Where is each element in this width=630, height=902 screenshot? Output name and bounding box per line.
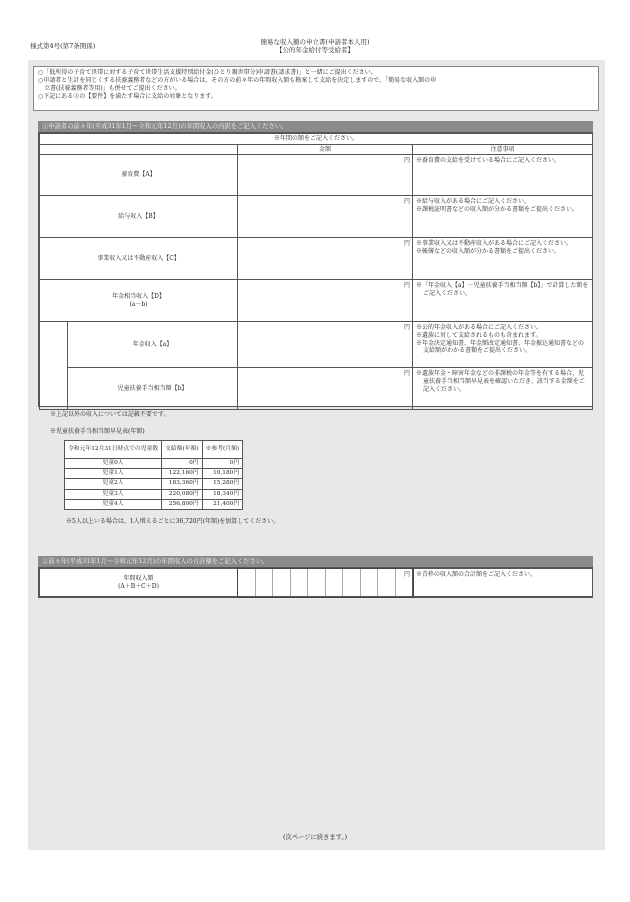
yen-unit: 円 (403, 282, 410, 289)
row-label-pension-equivalent: 年金相当収入【D】 (a－b) (40, 280, 238, 322)
notes-column-header: 注意事項 (413, 144, 593, 155)
table-cell: 21,400円 (202, 499, 243, 509)
business-income-amount-field[interactable] (238, 238, 413, 280)
table-cell: 15,280円 (202, 479, 243, 489)
table-cell: 256,800円 (162, 499, 203, 509)
blank-header-cell (40, 144, 238, 155)
row-label-child-support: 養育費【A】 (40, 155, 238, 196)
child-allowance-equivalent-amount-field[interactable] (238, 368, 413, 410)
yen-unit: 円 (403, 571, 410, 578)
row-notes: ※青枠の収入額の合計額をご記入ください。 (413, 569, 593, 597)
pension-equivalent-amount-field[interactable] (238, 280, 413, 322)
row-label-salary-income: 給与収入【B】 (40, 196, 238, 238)
row-notes: ※養育費の支給を受けている場合にご記入ください。 (413, 155, 593, 196)
row-notes: ※「年金収入【a】－児童扶養手当相当額【b】」で計算した額をご記入ください。 (413, 280, 593, 322)
title-line2: 【公的年金給付等受給者】 (276, 46, 354, 55)
other-income-note: ※上記以外の収入については記載不要です。 (50, 411, 170, 418)
quick-header-children: 令和元年12月31日時点での児童数 (65, 441, 162, 459)
row-sublabel: (a－b) (129, 300, 148, 308)
continued-note: (次ページに続きます。) (282, 834, 348, 841)
indent-cell (40, 368, 68, 410)
table-cell: 122,160円 (162, 469, 203, 479)
table-cell: 児童0人 (65, 459, 162, 469)
salary-income-amount-field[interactable] (238, 196, 413, 238)
yen-unit: 円 (403, 157, 410, 164)
table-cell: 児童3人 (65, 489, 162, 499)
child-support-amount-field[interactable] (238, 155, 413, 196)
annual-amount-note: ※年間の額をご記入ください。 (40, 134, 593, 145)
row-notes: ※給与収入がある場合にご記入ください。 ※課税証明書などの収入額が分かる書類をご提出ください。 (413, 196, 593, 238)
row-notes: ※遺族年金・障害年金などの非課税の年金等を有する場合、児童扶養手当相当額早見表を確認いただき、該当する金額をご記入ください。 (413, 368, 593, 410)
annual-total-amount-field[interactable] (238, 569, 413, 597)
instruction-line: ○「低所得の子育て世帯に対する子育て世帯生活支援特別給付金(ひとり親世帯分)申請書(請求書)」と一緒にご提出ください。 (38, 69, 377, 76)
table-cell: 10,180円 (202, 469, 243, 479)
quick-table-note: ※5人以上いる場合は、1人増えるごとに36,720円(年額)を加算してください。 (66, 518, 280, 525)
row-label-pension-income: 年金収入【a】 (68, 322, 238, 368)
income-breakdown-table (38, 132, 593, 407)
yen-unit: 円 (403, 240, 410, 247)
quick-header-annual: 支給額(年額) (162, 441, 203, 459)
row-label-annual-total: 年間収入額 (A＋B＋C＋D) (40, 569, 238, 597)
instructions-box (33, 66, 599, 111)
instruction-line: 立書(扶養義務者等用)」も併せてご提出ください。 (38, 85, 181, 93)
instruction-line: ○申請者と生計を同じくする扶養義務者などの方がいる場合は、その方の前々年の年間収入額も勘案して支給を決定しますので、「簡易な収入額の申 (38, 77, 437, 85)
amount-column-header: 金額 (238, 144, 413, 155)
indent-cell (40, 322, 68, 368)
table-cell: 0円 (202, 459, 243, 469)
section1-header: ①申請者の前々年(平成31年1月～令和元年12月)の年間収入の内訳をご記入ください。 (38, 121, 593, 132)
row-notes: ※公的年金収入がある場合にご記入ください。 ※遺族に対して支給されるものも含まれます。 ※年金決定通知書、年金額改定通知書、年金振込通知書などの支給額がわかる書類をご提出ください。 (413, 322, 593, 368)
yen-unit: 円 (403, 370, 410, 377)
title-line1: 簡易な収入額の申立書(申請者本人用) (260, 38, 370, 46)
pension-income-amount-field[interactable] (238, 322, 413, 368)
row-label-business-income: 事業収入又は不動産収入【C】 (40, 238, 238, 280)
table-cell: 220,080円 (162, 489, 203, 499)
yen-unit: 円 (403, 324, 410, 331)
quick-table-title: ※児童扶養手当相当額早見表(年額) (50, 428, 145, 435)
quick-header-monthly: ※参考(月額) (202, 441, 243, 459)
row-notes: ※事業収入又は不動産収入がある場合にご記入ください。 ※帳簿などの収入額が分かる書類をご提出ください。 (413, 238, 593, 280)
section2-header: ②前々年(平成31年1月～令和元年12月)の年間収入の合計額をご記入ください。 (38, 556, 593, 567)
table-cell: 児童4人 (65, 499, 162, 509)
table-cell: 児童1人 (65, 469, 162, 479)
table-cell: 0円 (162, 459, 203, 469)
page-title (200, 38, 430, 55)
table-cell: 183,360円 (162, 479, 203, 489)
yen-unit: 円 (403, 198, 410, 205)
child-allowance-quick-table (64, 440, 243, 510)
form-number: 様式第4号(第7条関係) (30, 42, 96, 50)
instruction-line: ○下記にある③の【要件】を満たす場合に支給の対象となります。 (38, 93, 217, 101)
row-sublabel: (A＋B＋C＋D) (118, 582, 159, 590)
table-cell: 児童2人 (65, 479, 162, 489)
row-label-child-allowance-equivalent: 児童扶養手当相当額【b】 (68, 368, 238, 410)
table-cell: 18,340円 (202, 489, 243, 499)
annual-total-table (38, 567, 593, 598)
